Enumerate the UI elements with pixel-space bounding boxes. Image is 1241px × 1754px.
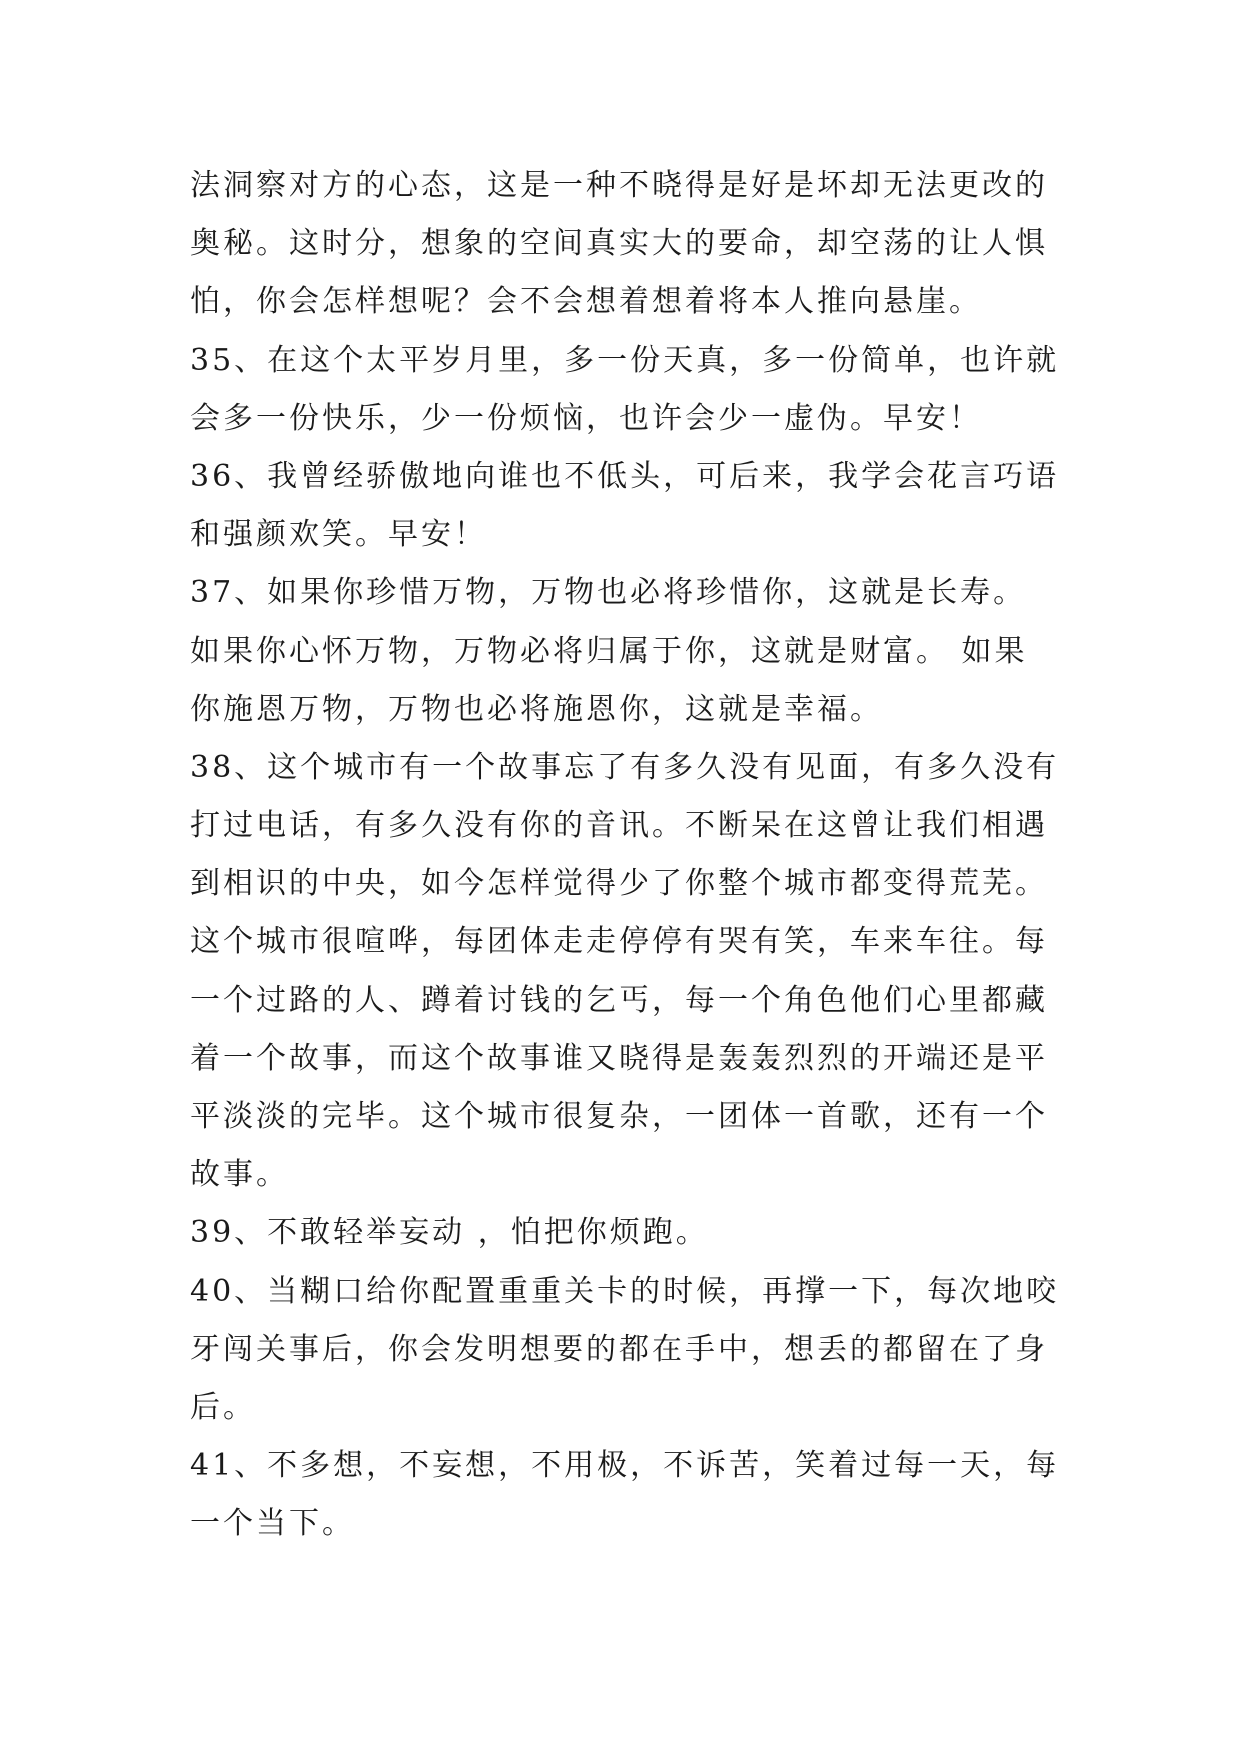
text-line: 法洞察对方的心态，这是一种不晓得是好是坏却无法更改的 xyxy=(190,168,1048,203)
text-line: 后。 xyxy=(190,1389,256,1425)
text-line: 41、不多想，不妄想，不用极，不诉苦，笑着过每一天，每 xyxy=(190,1448,1060,1484)
body-text xyxy=(190,157,1090,1554)
text-line: 怕，你会怎样想呢？会不会想着想着将本人推向悬崖。 xyxy=(190,284,982,320)
text-line: 一个当下。 xyxy=(190,1506,355,1542)
text-line: 如果你心怀万物，万物必将归属于你，这就是财富。 如果 xyxy=(190,633,1028,669)
text-line: 38、这个城市有一个故事忘了有多久没有见面，有多久没有 xyxy=(190,749,1060,785)
text-line: 奥秘。这时分，想象的空间真实大的要命，却空荡的让人惧 xyxy=(190,226,1048,262)
text-line: 会多一份快乐，少一份烦恼，也许会少一虚伪。早安！ xyxy=(190,400,982,436)
text-line: 37、如果你珍惜万物，万物也必将珍惜你，这就是长寿。 xyxy=(190,575,1027,611)
text-line: 和强颜欢笑。早安！ xyxy=(190,517,487,553)
text-line: 到相识的中央，如今怎样觉得少了你整个城市都变得荒芜。 xyxy=(190,866,1048,902)
text-line: 故事。 xyxy=(190,1157,289,1193)
text-line: 平淡淡的完毕。这个城市很复杂，一团体一首歌，还有一个 xyxy=(190,1099,1048,1134)
text-line: 一个过路的人、蹲着讨钱的乞丐，每一个角色他们心里都藏 xyxy=(190,982,1048,1018)
text-line: 着一个故事，而这个故事谁又晓得是轰轰烈烈的开端还是平 xyxy=(190,1040,1048,1076)
text-line: 36、我曾经骄傲地向谁也不低头，可后来，我学会花言巧语 xyxy=(190,458,1060,494)
text-line: 牙闯关事后，你会发明想要的都在手中，想丢的都留在了身 xyxy=(190,1331,1048,1367)
text-line: 40、当糊口给你配置重重关卡的时候，再撑一下，每次地咬 xyxy=(190,1273,1060,1309)
text-line: 打过电话，有多久没有你的音讯。不断呆在这曾让我们相遇 xyxy=(190,808,1048,844)
text-line: 39、不敢轻举妄动 ，怕把你烦跑。 xyxy=(190,1215,709,1251)
text-line: 这个城市很喧哗，每团体走走停停有哭有笑，车来车往。每 xyxy=(190,924,1048,960)
text-line: 35、在这个太平岁月里，多一份天真，多一份简单，也许就 xyxy=(190,342,1060,378)
text-line: 你施恩万物，万物也必将施恩你，这就是幸福。 xyxy=(190,691,883,727)
